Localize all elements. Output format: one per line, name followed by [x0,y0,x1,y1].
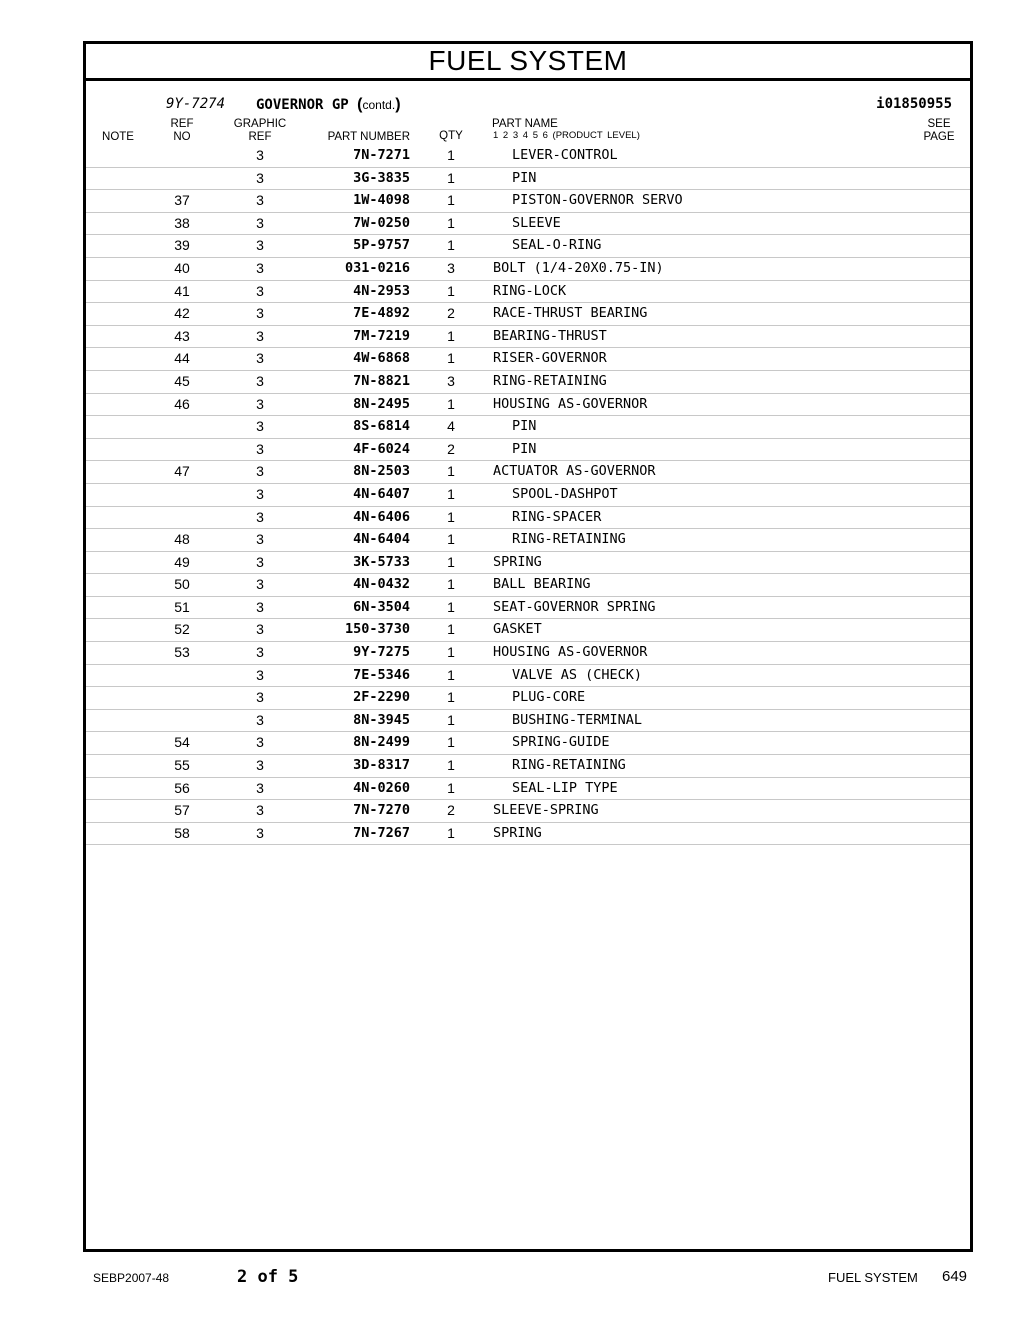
part-number: 4N-2953 [353,282,410,299]
footer-page-of: 2 of 5 [237,1267,299,1287]
part-name: HOUSING AS-GOVERNOR [493,644,648,661]
group-contd: contd. [362,98,396,112]
part-number: 7M-7219 [353,327,410,344]
table-row [86,823,970,846]
table-row [86,800,970,823]
part-number: 7N-7271 [353,147,410,163]
graphic-ref: 3 [256,395,264,412]
ref-no: 41 [174,282,190,299]
footer-doc-id: SEBP2007-48 [93,1271,170,1285]
graphic-ref: 3 [256,372,264,389]
graphic-ref: 3 [256,711,264,728]
footer-section: FUEL SYSTEM [828,1270,918,1285]
header-note: NOTE [102,131,134,143]
table-row [86,168,970,191]
part-number: 8N-2503 [353,463,410,480]
part-name: PLUG-CORE [512,689,586,706]
table-row [86,394,970,417]
quantity: 1 [447,508,455,525]
graphic-ref: 3 [256,621,264,638]
part-number: 3D-8317 [353,757,410,774]
part-name: RING-SPACER [512,508,602,525]
ref-no: 45 [174,372,190,389]
part-number: 4F-6024 [353,440,410,457]
header-graphic-bottom: REF [248,131,272,143]
quantity: 1 [447,485,455,502]
graphic-ref: 3 [256,350,264,367]
header-see-top: SEE [927,118,951,130]
table-row [86,665,970,688]
ref-no: 52 [174,621,190,638]
part-number: 7N-7270 [353,802,410,819]
table-row [86,439,970,462]
part-name: PIN [512,418,537,435]
table-row [86,552,970,575]
graphic-ref: 3 [256,147,264,163]
graphic-ref: 3 [256,259,264,276]
parts-page-frame [83,41,973,1252]
part-name: SPRING [493,553,542,570]
table-row [86,732,970,755]
part-name: BEARING-THRUST [493,327,607,344]
quantity: 1 [447,666,455,683]
header-ref-bottom: NO [173,131,191,143]
quantity: 1 [447,282,455,299]
header-ref-top: REF [170,118,194,130]
graphic-ref: 3 [256,553,264,570]
graphic-ref: 3 [256,282,264,299]
part-number: 7E-4892 [353,305,410,322]
part-name: PISTON-GOVERNOR SERVO [512,192,683,209]
graphic-ref: 3 [256,734,264,751]
quantity: 1 [447,621,455,638]
quantity: 1 [447,531,455,548]
part-number: 3G-3835 [353,169,410,186]
part-number: 1W-4098 [353,192,410,209]
part-number: 8N-3945 [353,711,410,728]
table-row [86,484,970,507]
section-title: FUEL SYSTEM [428,45,628,76]
graphic-ref: 3 [256,485,264,502]
header-ref [162,118,202,144]
header-graphic [226,118,294,144]
ref-no: 46 [174,395,190,412]
quantity: 1 [447,237,455,254]
part-number: 8N-2499 [353,734,410,751]
quantity: 2 [447,802,455,819]
ref-no: 58 [174,824,190,841]
part-number: 4N-6404 [353,531,410,548]
graphic-ref: 3 [256,666,264,683]
part-name: PIN [512,440,537,457]
quantity: 1 [447,598,455,615]
part-name: SEAL-O-RING [512,237,602,254]
part-number: 2F-2290 [353,689,410,706]
ref-no: 56 [174,779,190,796]
graphic-ref: 3 [256,644,264,661]
quantity: 1 [447,350,455,367]
quantity: 1 [447,192,455,209]
group-header [86,96,970,118]
ref-no: 39 [174,237,190,254]
part-name: RACE-THRUST BEARING [493,305,648,322]
part-number: 4N-0432 [353,576,410,593]
quantity: 1 [447,169,455,186]
group-name-text: GOVERNOR GP [256,97,349,113]
header-part-number: PART NUMBER [327,131,410,143]
quantity: 1 [447,576,455,593]
graphic-ref: 3 [256,237,264,254]
part-name: VALVE AS (CHECK) [512,666,643,683]
table-row [86,326,970,349]
graphic-ref: 3 [256,824,264,841]
quantity: 1 [447,327,455,344]
graphic-ref: 3 [256,169,264,186]
part-name: SEAL-LIP TYPE [512,779,618,796]
part-name: SEAT-GOVERNOR SPRING [493,598,656,615]
graphic-ref: 3 [256,463,264,480]
part-name: SPOOL-DASHPOT [512,485,618,502]
table-row [86,619,970,642]
part-number: 3K-5733 [353,553,410,570]
open-paren: ( [357,96,363,113]
graphic-ref: 3 [256,327,264,344]
part-name: BUSHING-TERMINAL [512,711,643,728]
quantity: 1 [447,553,455,570]
table-row [86,529,970,552]
part-number: 7W-0250 [353,214,410,231]
table-row [86,213,970,236]
part-number: 8S-6814 [353,418,410,435]
quantity: 1 [447,463,455,480]
table-row [86,235,970,258]
quantity: 1 [447,644,455,661]
part-name: HOUSING AS-GOVERNOR [493,395,648,412]
table-row [86,710,970,733]
graphic-ref: 3 [256,531,264,548]
header-part-name: PART NAME [492,118,558,130]
quantity: 1 [447,395,455,412]
parts-table [86,145,970,845]
page-footer [0,1264,1020,1294]
graphic-ref: 3 [256,598,264,615]
header-qty: QTY [439,130,463,142]
quantity: 1 [447,147,455,163]
graphic-ref: 3 [256,214,264,231]
quantity: 2 [447,305,455,322]
group-name [256,96,401,114]
part-number: 4N-6407 [353,485,410,502]
part-number: 4N-0260 [353,779,410,796]
part-number: 6N-3504 [353,598,410,615]
part-number: 5P-9757 [353,237,410,254]
table-row [86,461,970,484]
quantity: 1 [447,711,455,728]
part-name: GASKET [493,621,542,638]
part-name: SLEEVE [512,214,561,231]
ref-no: 55 [174,757,190,774]
table-row [86,190,970,213]
graphic-ref: 3 [256,508,264,525]
table-row [86,145,970,168]
graphic-ref: 3 [256,418,264,435]
ref-no: 47 [174,463,190,480]
part-name: SPRING-GUIDE [512,734,610,751]
part-name: PIN [512,169,537,186]
table-row [86,416,970,439]
part-name: RING-LOCK [493,282,567,299]
ref-no: 50 [174,576,190,593]
table-row [86,303,970,326]
part-number: 150-3730 [344,621,410,638]
quantity: 1 [447,824,455,841]
part-number: 9Y-7275 [353,644,410,661]
table-row [86,642,970,665]
part-name: ACTUATOR AS-GOVERNOR [493,463,656,480]
ref-no: 37 [174,192,190,209]
quantity: 3 [447,259,455,276]
ref-no: 57 [174,802,190,819]
part-number: 4W-6868 [353,350,410,367]
part-number: 8N-2495 [353,395,410,412]
part-number: 031-0216 [344,259,410,276]
quantity: 2 [447,440,455,457]
graphic-ref: 3 [256,576,264,593]
part-name: RING-RETAINING [512,757,626,774]
ref-no: 53 [174,644,190,661]
part-name: RISER-GOVERNOR [493,350,607,367]
table-row [86,281,970,304]
header-product-levels: 1 2 3 4 5 6 (PRODUCT LEVEL) [493,130,640,141]
ref-no: 48 [174,531,190,548]
ref-no: 49 [174,553,190,570]
group-number: 9Y-7274 [166,96,226,112]
header-see-page [914,118,964,144]
table-row [86,778,970,801]
graphic-ref: 3 [256,779,264,796]
quantity: 3 [447,372,455,389]
ref-no: 42 [174,305,190,322]
graphic-ref: 3 [256,305,264,322]
ref-no: 38 [174,214,190,231]
part-number: 4N-6406 [353,508,410,525]
header-graphic-top: GRAPHIC [233,118,287,130]
table-row [86,258,970,281]
quantity: 4 [447,418,455,435]
part-name: BOLT (1/4-20X0.75-IN) [493,259,664,276]
ref-no: 43 [174,327,190,344]
table-row [86,687,970,710]
table-row [86,348,970,371]
illustration-id: i01850955 [876,96,952,112]
footer-page-number: 649 [942,1268,968,1285]
ref-no: 44 [174,350,190,367]
part-name: RING-RETAINING [512,531,626,548]
section-title-bar [86,44,970,81]
header-see-bottom: PAGE [923,131,955,143]
part-name: SLEEVE-SPRING [493,802,599,819]
graphic-ref: 3 [256,440,264,457]
table-row [86,371,970,394]
graphic-ref: 3 [256,757,264,774]
table-row [86,755,970,778]
table-row [86,597,970,620]
ref-no: 54 [174,734,190,751]
close-paren: ) [395,96,401,113]
part-number: 7N-8821 [353,372,410,389]
part-number: 7N-7267 [353,824,410,841]
ref-no: 51 [174,598,190,615]
part-name: RING-RETAINING [493,372,607,389]
table-row [86,507,970,530]
graphic-ref: 3 [256,802,264,819]
quantity: 1 [447,779,455,796]
quantity: 1 [447,214,455,231]
ref-no: 40 [174,259,190,276]
part-number: 7E-5346 [353,666,410,683]
graphic-ref: 3 [256,192,264,209]
graphic-ref: 3 [256,689,264,706]
quantity: 1 [447,734,455,751]
part-name: LEVER-CONTROL [512,147,618,163]
table-row [86,574,970,597]
quantity: 1 [447,757,455,774]
quantity: 1 [447,689,455,706]
part-name: BALL BEARING [493,576,591,593]
part-name: SPRING [493,824,542,841]
